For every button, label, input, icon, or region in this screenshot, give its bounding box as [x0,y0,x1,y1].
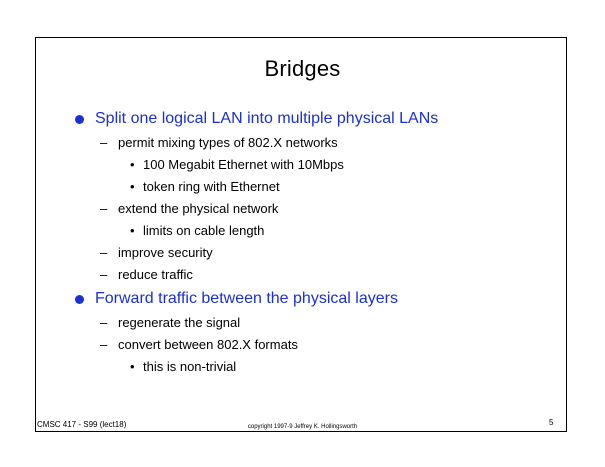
bullet-dot-icon [75,115,84,124]
bullet-split-lan: Split one logical LAN into multiple physical LANs [95,110,439,127]
bullet-forward-traffic: Forward traffic between the physical layers [95,290,398,307]
dash-icon: – [100,135,108,150]
slide-frame [35,37,567,432]
subitem-label: extend the physical network [118,201,279,216]
subitem-improve-security [100,245,213,261]
small-bullet-icon: • [130,157,135,172]
subitem-reduce-traffic [100,267,193,283]
subsubitem-label: 100 Megabit Ethernet with 10Mbps [143,157,344,172]
small-bullet-icon: • [130,179,135,194]
slide-title: Bridges [264,56,341,81]
subitem-label: regenerate the signal [118,315,241,330]
dash-icon: – [100,245,108,260]
small-bullet-icon: • [130,359,135,374]
subitem-permit-mixing [100,135,338,151]
dash-icon: – [100,201,108,216]
small-bullet-icon: • [130,223,135,238]
bullet-dot-icon [75,295,84,304]
subsubitem-non-trivial [130,359,236,375]
dash-icon: – [100,267,108,282]
dash-icon: – [100,337,108,352]
subsubitem-label: this is non-trivial [143,359,237,374]
subitem-convert-formats [100,337,298,353]
subitem-regenerate-signal [100,315,240,331]
subitem-label: permit mixing types of 802.X networks [118,135,338,150]
page-number: 5 [549,418,554,427]
subsubitem-token-ring [130,179,280,195]
footer-copyright: copyright 1997-9 Jeffrey K. Hollingsworth [247,424,358,430]
dash-icon: – [100,315,108,330]
subitem-label: improve security [118,245,213,260]
subitem-label: convert between 802.X formats [118,337,298,352]
subsubitem-100-megabit [130,157,344,173]
footer-course: CMSC 417 - S99 (lect18) [37,420,127,429]
subsubitem-label: token ring with Ethernet [143,179,280,194]
subsubitem-cable-length [130,223,264,239]
subitem-label: reduce traffic [118,267,193,282]
subsubitem-label: limits on cable length [143,223,265,238]
subitem-extend-network [100,201,278,217]
